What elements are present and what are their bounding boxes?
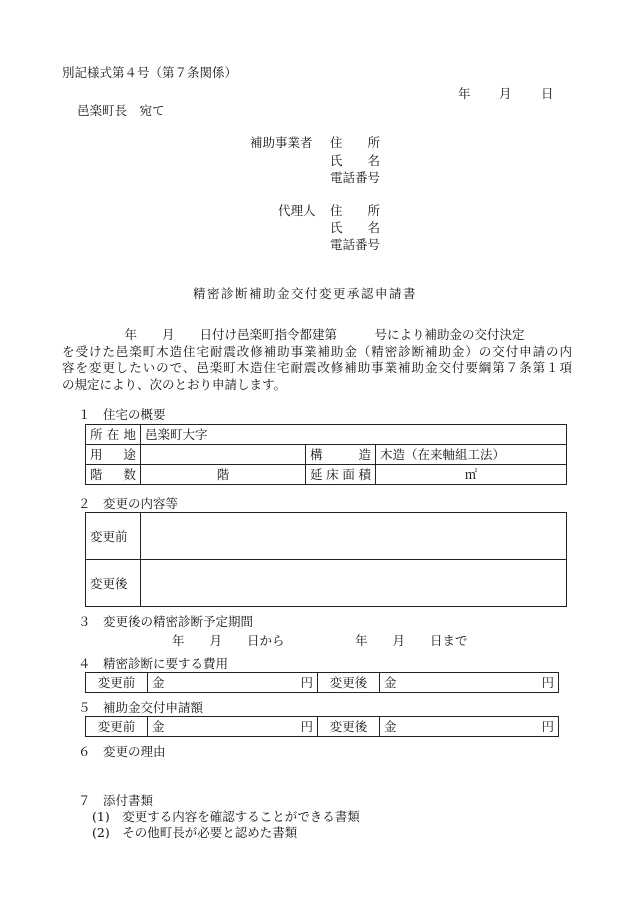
applicant-label: 補助事業者 [250,135,313,150]
section6-heading: ６ 変更の理由 [78,744,166,759]
body-line-3: 容を変更したいので、邑楽町木造住宅耐震改修補助事業補助金交付要綱第７条第１項 [62,360,572,375]
form-number: 別記様式第４号（第７条関係） [62,65,238,80]
applicant-address: 住 所 [330,135,381,150]
subsidy-after-kin: 金 [384,719,397,734]
section5-heading: ５ 補助金交付申請額 [78,700,204,715]
section3-heading: ３ 変更後の精密診断予定期間 [78,614,254,629]
location-label: 所在地 [86,425,141,445]
change-before-label: 変更前 [86,513,141,560]
date-year: 年 [458,86,471,101]
cost-before-yen: 円 [300,675,313,690]
subsidy-before-kin: 金 [152,719,165,734]
cost-before-label: 変更前 [86,673,148,693]
cost-after-label: 変更後 [318,673,380,693]
section4-heading: ４ 精密診断に要する費用 [78,656,229,671]
section1-heading: １ 住宅の概要 [78,407,166,422]
section2-heading: ２ 変更の内容等 [78,496,179,511]
cost-before-kin: 金 [152,675,165,690]
cost-before-value [148,673,318,693]
applicant-phone: 電話番号 [330,170,381,185]
house-overview-table [85,424,567,485]
section7-heading: ７ 添付書類 [78,793,154,808]
cost-table [85,672,559,693]
floors-unit: 階 [141,465,306,485]
subsidy-before-yen: 円 [300,719,313,734]
body-line-1: 年 月 日付け邑楽町指令都建第 号により補助金の交付決定 [62,327,525,342]
agent-label: 代理人 [278,203,316,218]
body-paragraph [62,327,572,393]
subsidy-table [85,716,559,737]
structure-label: 構 造 [306,445,376,465]
agent-name: 氏 名 [330,220,381,235]
date-day: 日 [541,86,554,101]
attachment-item-1: (1) 変更する内容を確認することができる書類 [92,809,360,824]
cost-after-value [380,673,559,693]
floors-label: 階 数 [86,465,141,485]
agent-address: 住 所 [330,203,381,218]
cost-after-yen: 円 [541,675,554,690]
subsidy-before-value [148,717,318,737]
area-label: 延床面積 [306,465,376,485]
change-after-value [141,560,567,607]
applicant-name: 氏 名 [330,153,381,168]
body-line-2: を受けた邑楽町木造住宅耐震改修補助事業補助金（精密診断補助金）の交付申請の内 [62,343,572,359]
subsidy-after-yen: 円 [541,719,554,734]
period-from: 年 月 日から [172,633,285,648]
agent-phone: 電話番号 [330,237,381,252]
change-before-value [141,513,567,560]
structure-value: 木造（在来軸組工法） [376,445,567,465]
use-value [141,445,306,465]
cost-after-kin: 金 [384,675,397,690]
use-label: 用 途 [86,445,141,465]
subsidy-after-label: 変更後 [318,717,380,737]
change-content-table [85,512,567,607]
location-value: 邑楽町大字 [141,425,567,445]
subsidy-before-label: 変更前 [86,717,148,737]
attachment-item-2: (2) その他町長が必要と認めた書類 [92,825,298,840]
area-unit: ㎡ [376,465,567,485]
body-line-4: の規定により、次のとおり申請します。 [62,376,287,392]
subsidy-after-value [380,717,559,737]
document-title: 精密診断補助金交付変更承認申請書 [193,286,418,301]
period-to: 年 月 日まで [355,633,468,648]
date-month: 月 [499,86,512,101]
change-after-label: 変更後 [86,560,141,607]
addressee: 邑楽町長 宛て [77,103,165,118]
